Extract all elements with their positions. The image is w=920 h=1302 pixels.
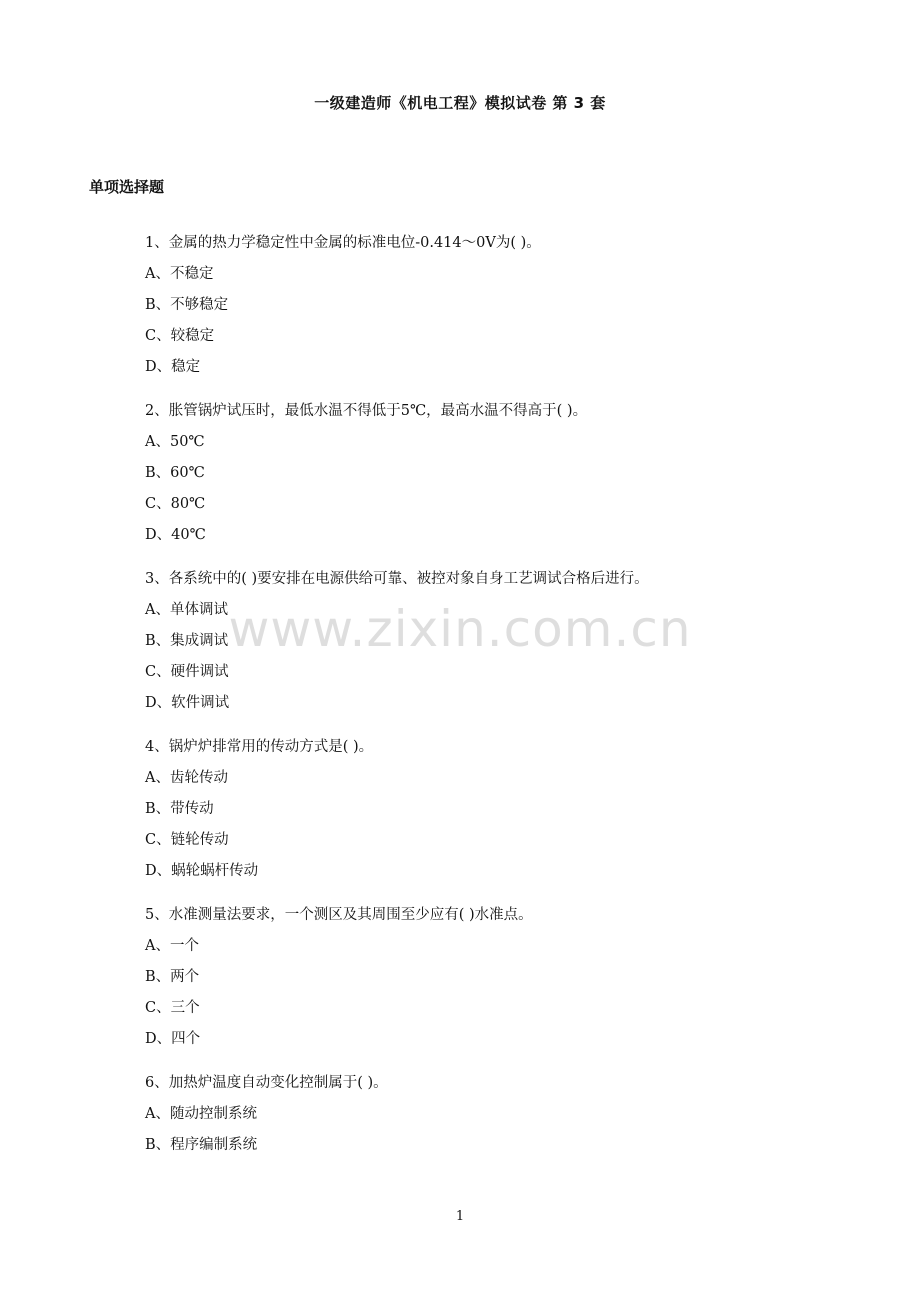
question-stem: 4、锅炉炉排常用的传动方式是( )。 (145, 739, 374, 755)
option-d: D、40℃ (145, 527, 206, 543)
option-b: B、60℃ (145, 465, 205, 481)
question-stem: 1、金属的热力学稳定性中金属的标准电位-0.414～0V为( )。 (145, 235, 541, 251)
question-6 (145, 1068, 865, 1161)
option-d: D、稳定 (145, 359, 201, 375)
option-b: B、带传动 (145, 801, 214, 817)
option-a: A、单体调试 (145, 602, 228, 618)
option-d: D、蜗轮蜗杆传动 (145, 863, 259, 879)
option-b: B、不够稳定 (145, 297, 229, 313)
question-5 (145, 900, 865, 1055)
question-2 (145, 396, 865, 551)
question-stem: 3、各系统中的( )要安排在电源供给可靠、被控对象自身工艺调试合格后进行。 (145, 571, 649, 587)
option-c: C、硬件调试 (145, 664, 229, 680)
option-a: A、一个 (145, 938, 199, 954)
question-3 (145, 564, 865, 719)
question-1 (145, 228, 865, 383)
option-a: A、不稳定 (145, 266, 214, 282)
option-c: C、三个 (145, 1000, 200, 1016)
option-a: A、随动控制系统 (145, 1106, 257, 1122)
question-stem: 2、胀管锅炉试压时，最低水温不得低于5℃，最高水温不得高于( )。 (145, 403, 588, 419)
question-stem: 5、水准测量法要求，一个测区及其周围至少应有( )水准点。 (145, 907, 533, 923)
option-b: B、程序编制系统 (145, 1137, 258, 1153)
question-list (145, 228, 865, 1174)
option-a: A、50℃ (145, 434, 205, 450)
question-4 (145, 732, 865, 887)
question-stem: 6、加热炉温度自动变化控制属于( )。 (145, 1075, 388, 1091)
option-c: C、80℃ (145, 496, 206, 512)
option-d: D、软件调试 (145, 695, 230, 711)
section-heading: 单项选择题 (89, 178, 165, 196)
document-title: 一级建造师《机电工程》模拟试卷 第 3 套 (314, 94, 606, 112)
option-b: B、两个 (145, 969, 200, 985)
option-b: B、集成调试 (145, 633, 229, 649)
option-a: A、齿轮传动 (145, 770, 228, 786)
option-c: C、较稳定 (145, 328, 215, 344)
watermark: www.zixin.com.cn (228, 600, 692, 658)
option-d: D、四个 (145, 1031, 201, 1047)
option-c: C、链轮传动 (145, 832, 229, 848)
page-number: 1 (455, 1209, 465, 1224)
